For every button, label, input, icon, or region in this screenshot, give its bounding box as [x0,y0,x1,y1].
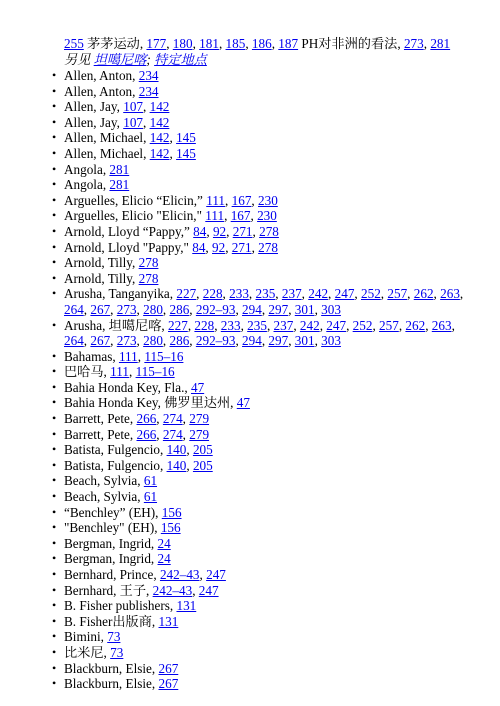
entry-name: Blackburn, Elsie, [64,676,159,692]
page-reference-link[interactable]: 142 [149,130,170,146]
entry-name: Bahia Honda Key, Fla., [64,379,191,395]
index-entry [0,255,500,271]
page-reference-link[interactable]: 187 [278,36,299,51]
page-reference-link[interactable]: 280 [143,333,163,349]
page-reference-link[interactable]: 247 [198,582,219,598]
bullet-icon: • [52,68,57,82]
page-reference-link[interactable]: 131 [158,613,179,629]
page-reference-link[interactable]: 292–93 [195,333,236,349]
index-entry [0,489,500,505]
page-reference-link[interactable]: 278 [258,239,278,255]
index-entry: • Arusha, 坦噶尼喀, 227, 228, 233, 235, 237, 242, 247, 252, 257, 262, 263, 264, 267, 273, 280, 286, 292–93, 294, 297, 301, 303 [52,317,455,349]
page-reference-link[interactable]: 167 [230,208,251,224]
index-entry [0,68,500,84]
bullet-icon: • [52,395,57,410]
page-reference-link[interactable]: 247 [326,317,347,333]
page-reference-link[interactable]: 115–16 [144,348,184,364]
entry-name: Arusha, 坦噶尼喀, [64,317,169,333]
entry-name: Blackburn, Elsie, [64,660,159,676]
page-reference-link[interactable]: 131 [176,598,197,614]
bullet-icon: • [52,223,57,238]
page-reference-link[interactable]: 267 [158,660,179,676]
entry-name: Beach, Sylvia, [64,473,144,489]
bullet-icon: • [52,130,57,145]
index-entry: • Allen, Jay, 107, 142 [52,99,170,115]
entry-name: Bahia Honda Key, 佛罗里达州, [64,395,237,411]
index-entry [0,395,500,411]
bullet-icon: • [52,567,57,581]
bullet-icon: • [52,364,57,379]
bullet-icon: • [52,582,57,597]
index-entry: • Allen, Michael, 142, 145 [52,130,196,146]
entry-text: , [271,36,279,51]
bullet-icon: • [52,348,57,363]
bullet-icon: • [52,270,57,285]
entry-name: Bahamas, [64,348,119,364]
entry-text: 另见 [64,52,94,67]
entry-name: Arnold, Tilly, [64,255,139,271]
page-reference-link[interactable]: 227 [168,317,188,333]
bullet-icon: • [52,192,57,207]
page-reference-link[interactable]: 24 [157,551,171,567]
page-reference-link[interactable]: 286 [169,333,190,349]
entry-name: Allen, Michael, [64,130,150,146]
entry-name: Barrett, Pete, [64,411,137,427]
bullet-icon: • [52,99,57,114]
page-reference-link[interactable]: 235 [247,317,267,333]
page-reference-link[interactable]: 156 [160,520,181,536]
page-reference-link[interactable]: 264 [64,301,84,317]
index-entry [0,676,500,692]
index-entry [0,162,500,178]
page-reference-link[interactable]: 140 [166,442,187,458]
page-reference-link[interactable]: 73 [107,629,121,645]
bullet-icon: • [52,286,57,301]
index-entry [0,520,500,536]
page-reference-link[interactable]: 266 [136,426,157,442]
page-reference-link[interactable]: 273 [116,301,137,317]
page-reference-link[interactable]: 237 [273,317,294,333]
page-reference-link[interactable]: 242 [308,286,329,302]
page-reference-link[interactable]: 278 [138,255,159,271]
page-reference-link[interactable]: 186 [251,36,272,51]
page-reference-link[interactable]: 233 [229,286,249,302]
index-entry: • Arguelles, Elicio "Elicin," 111, 167, 230 [52,208,277,224]
page-reference-link[interactable]: 205 [192,442,213,458]
entry-text: , [423,36,431,51]
index-entry [0,598,500,614]
index-entry [0,629,500,645]
page-reference-link[interactable]: 301 [294,333,315,349]
page-reference-link[interactable]: 177 [146,36,167,51]
bullet-icon: • [52,676,57,691]
page-reference-link[interactable]: 255 [64,36,84,51]
bullet-icon: • [52,208,57,223]
page-reference-link[interactable]: 142 [149,99,170,115]
bullet-icon: • [52,457,57,472]
index-entry: • Arusha, Tanganyika, 227, 228, 233, 235, 237, 242, 247, 252, 257, 262, 263, 264, 267, 273, 280, 286, 292–93, 294, 297, 301, 303 [52,286,464,317]
page-reference-link[interactable]: 278 [138,270,159,286]
entry-name: Allen, Anton, [64,83,139,99]
bullet-icon: • [52,504,57,519]
page-reference-link[interactable]: 167 [231,192,252,208]
bullet-icon: • [52,239,57,254]
entry-name: Arguelles, Elicio "Elicin," [64,208,206,224]
bullet-icon: • [52,613,57,628]
entry-name: Batista, Fulgencio, [64,457,167,473]
page-reference-link[interactable]: 142 [149,145,170,161]
page-reference-link[interactable]: 107 [123,114,143,130]
index-entry: • Batista, Fulgencio, 140, 205 [52,457,213,473]
page-reference-link[interactable]: 92 [212,223,227,239]
page-reference-link[interactable]: 257 [379,317,399,333]
bullet-icon: • [52,520,57,535]
index-entry [0,271,500,287]
bullet-icon: • [52,255,57,270]
entry-name: Allen, Michael, [64,145,150,161]
page-reference-link[interactable]: 262 [405,317,426,333]
index-entry: • Batista, Fulgencio, 140, 205 [52,442,213,458]
page-reference-link[interactable]: 61 [143,473,158,489]
bullet-icon: • [52,317,57,332]
page-reference-link[interactable]: 228 [194,317,215,333]
page-reference-link[interactable]: 274 [162,426,183,442]
bullet-icon: • [52,177,57,192]
page-reference-link[interactable]: 228 [202,286,223,302]
index-entry: • Arnold, Lloyd "Pappy," 84, 92, 271, 278 [52,239,278,255]
page-reference-link[interactable]: 84 [192,239,206,255]
bullet-icon: • [52,145,57,160]
page-reference-link[interactable]: 230 [258,192,278,208]
index-entry [0,84,500,100]
page-reference-link[interactable]: 279 [189,426,210,442]
entry-name: B. Fisher publishers, [64,598,177,614]
entry-name: Batista, Fulgencio, [64,442,167,458]
index-entry [0,473,500,489]
bullet-icon: • [52,411,57,426]
page-reference-link[interactable]: 227 [176,286,197,302]
index-entry: • Allen, Jay, 107, 142 [52,114,170,130]
entry-name: Allen, Jay, [64,114,124,130]
page-reference-link[interactable]: 297 [268,301,289,317]
page-reference-link[interactable]: 297 [268,333,289,349]
page-reference-link[interactable]: 235 [255,286,276,302]
entry-text: PH对非洲的看法, [298,36,404,51]
entry-name: B. Fisher出版商, [64,613,159,629]
page-reference-link[interactable]: 111 [110,364,129,380]
index-entry: • Barrett, Pete, 266, 274, 279 [52,411,210,427]
page-reference-link[interactable]: 267 [90,333,111,349]
bullet-icon: • [52,473,57,488]
page-reference-link[interactable]: 坦噶尼喀 [93,52,147,67]
entry-name: Bergman, Ingrid, [64,551,158,567]
entry-name: Angola, [64,161,110,177]
entry-name: Allen, Anton, [64,68,139,83]
page-reference-link[interactable]: 303 [321,333,341,349]
entry-name: Arguelles, Elicio “Elicin,” [64,192,207,208]
bullet-icon: • [52,660,57,675]
bullet-icon: • [52,161,57,176]
page-reference-link[interactable]: 234 [138,68,159,83]
page-reference-link[interactable]: 111 [206,192,226,208]
page-reference-link[interactable]: 242–43 [159,567,200,582]
page-reference-link[interactable]: 274 [162,411,183,427]
page-reference-link[interactable]: 156 [161,504,182,520]
page-reference-link[interactable]: 281 [430,36,451,51]
page-reference-link[interactable]: 271 [232,223,253,239]
bullet-icon: • [52,114,57,129]
page-reference-link[interactable]: 73 [110,644,124,660]
page-reference-link[interactable]: 262 [413,286,434,302]
entry-name: Arnold, Lloyd “Pappy,” [64,223,194,239]
bullet-icon: • [52,426,57,441]
page-reference-link[interactable]: 278 [259,223,279,239]
page-reference-link[interactable]: 84 [193,223,207,239]
entry-name: Bernhard, Prince, [64,567,160,582]
page-reference-link[interactable]: 145 [176,145,196,161]
bullet-icon: • [52,644,57,659]
page-reference-link[interactable]: 145 [176,130,196,146]
page-reference-link[interactable]: 233 [220,317,241,333]
entry-name: Arnold, Tilly, [64,270,139,286]
page-reference-link[interactable]: 247 [206,567,226,582]
page-reference-link[interactable]: 180 [172,36,193,51]
page-reference-link[interactable]: 234 [138,83,159,99]
page-reference-link[interactable]: 111 [118,348,138,364]
page-reference-link[interactable]: 252 [361,286,381,302]
index-entry [0,536,500,552]
index-entry [0,645,500,661]
index-entry: • Arguelles, Elicio “Elicin,” 111, 167, 230 [52,192,278,208]
entry-name: Barrett, Pete, [64,426,137,442]
index-entry [0,505,500,521]
index-page [0,36,500,692]
page-reference-link[interactable]: 115–16 [135,364,175,380]
page-reference-link[interactable]: 294 [242,301,262,317]
page-reference-link[interactable]: 142 [149,114,170,130]
entry-text: ; [146,52,155,67]
page-reference-link[interactable]: 181 [199,36,219,51]
page-reference-link[interactable]: 264 [64,333,84,349]
bullet-icon: • [52,379,57,394]
page-reference-link[interactable]: 273 [116,333,137,349]
page-reference-link[interactable]: 267 [158,676,179,692]
entry-text: , [218,36,226,51]
index-entry [0,177,500,193]
page-reference-link[interactable]: 301 [294,301,315,317]
page-reference-link[interactable]: 281 [109,177,130,193]
bullet-icon: • [52,598,57,613]
entry-name: 巴哈马, [64,364,111,380]
index-entry: • Barrett, Pete, 266, 274, 279 [52,426,210,442]
page-reference-link[interactable]: 特定地点 [154,52,207,67]
index-entry: • Bahamas, 111, 115–16 [52,348,184,364]
index-entry: • 巴哈马, 111, 115–16 [52,364,175,380]
index-entry: • Bernhard, 王子, 242–43, 247 [52,582,219,598]
page-reference-link[interactable]: 294 [242,333,262,349]
index-entry: • Arnold, Lloyd “Pappy,” 84, 92, 271, 278 [52,223,279,239]
page-reference-link[interactable]: 271 [231,239,252,255]
bullet-icon: • [52,489,57,504]
page-reference-link[interactable]: 303 [321,301,341,317]
entry-name: “Benchley” (EH), [64,504,162,520]
page-reference-link[interactable]: 185 [225,36,246,51]
page-reference-link[interactable]: 230 [257,208,277,224]
entry-name: Angola, [64,177,110,193]
page-reference-link[interactable]: 47 [236,395,250,411]
page-reference-link[interactable]: 242–43 [152,582,193,598]
bullet-icon: • [52,629,57,644]
page-reference-link[interactable]: 292–93 [195,301,236,317]
page-reference-link[interactable]: 281 [109,161,130,177]
bullet-icon: • [52,83,57,98]
entry-name: Allen, Jay, [64,99,124,115]
entry-text: 茅茅运动, [83,36,147,51]
index-entry: • Bernhard, Prince, 242–43, 247 [52,567,226,582]
page-reference-link[interactable]: 111 [205,208,225,224]
index-entry: • Allen, Michael, 142, 145 [52,145,196,161]
page-reference-link[interactable]: 92 [212,239,226,255]
page-reference-link[interactable]: 61 [143,489,158,505]
continued-entry [64,36,464,68]
bullet-icon: • [52,551,57,566]
page-reference-link[interactable]: 107 [123,99,143,115]
page-reference-link[interactable]: 263 [431,317,452,333]
page-reference-link[interactable]: 47 [190,379,205,395]
index-entry [0,380,500,396]
entry-text: , [192,36,200,51]
page-reference-link[interactable]: 279 [189,411,210,427]
entry-text: , [166,36,173,51]
bullet-icon: • [52,442,57,457]
bullet-icon: • [52,535,57,550]
page-reference-link[interactable]: 237 [281,286,302,302]
page-reference-link[interactable]: 273 [403,36,424,51]
index-list [0,68,500,692]
entry-name: Beach, Sylvia, [64,489,144,505]
page-reference-link[interactable]: 286 [169,301,190,317]
page-reference-link[interactable]: 267 [90,301,111,317]
page-reference-link[interactable]: 247 [334,286,355,302]
entry-name: "Benchley" (EH), [64,520,161,536]
page-reference-link[interactable]: 24 [157,535,171,551]
index-entry [0,614,500,630]
entry-name: 比米尼, [64,644,111,660]
page-reference-link[interactable]: 266 [136,411,157,427]
entry-name: Bernhard, 王子, [64,582,153,598]
page-reference-link[interactable]: 242 [299,317,320,333]
index-entry [0,661,500,677]
page-reference-link[interactable]: 257 [387,286,408,302]
page-reference-link[interactable]: 140 [166,457,187,473]
entry-name: Arusha, Tanganyika, [64,286,177,302]
entry-text: , [245,36,252,51]
entry-name: Bimini, [64,629,108,645]
page-reference-link[interactable]: 252 [352,317,373,333]
page-reference-link[interactable]: 205 [192,457,213,473]
index-entry [0,551,500,567]
page-reference-link[interactable]: 263 [440,286,460,302]
entry-name: Arnold, Lloyd "Pappy," [64,239,193,255]
entry-name: Bergman, Ingrid, [64,535,158,551]
page-reference-link[interactable]: 280 [143,301,163,317]
